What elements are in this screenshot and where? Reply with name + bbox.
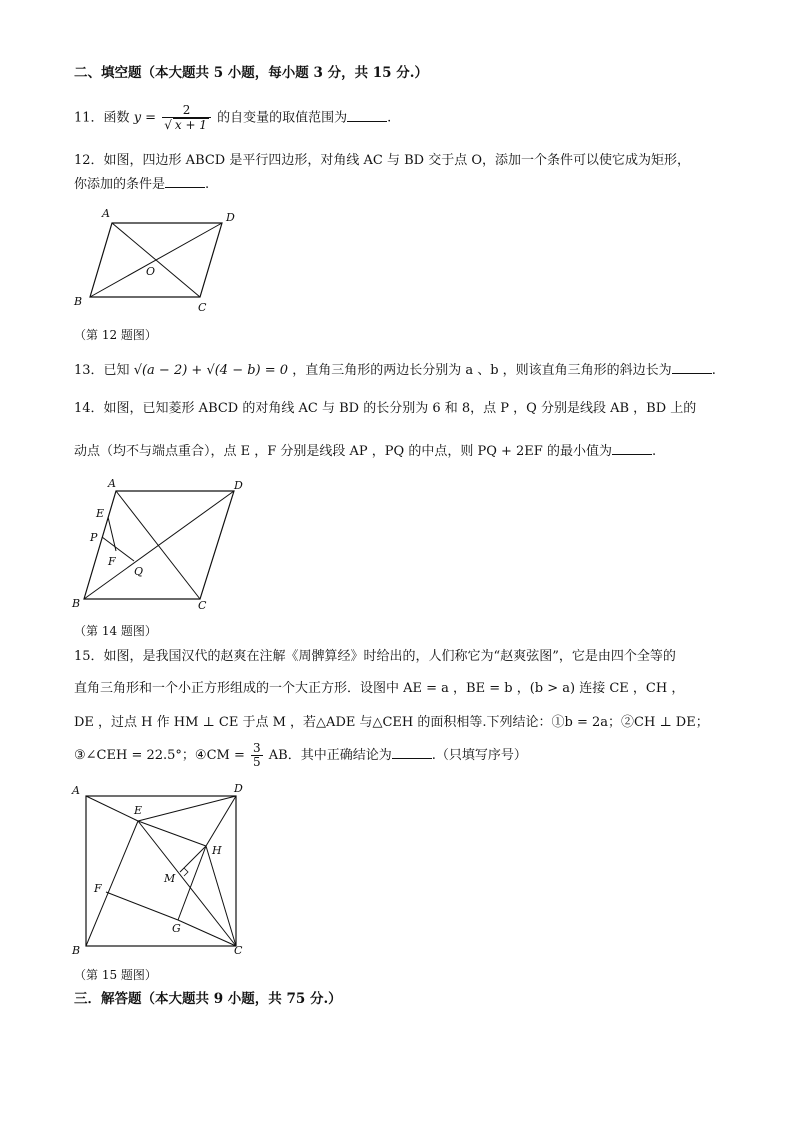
- q15-numerator: 3: [253, 741, 261, 755]
- section-3-title: 三．解答题（本大题共 9 小题，共 75 分.）: [74, 991, 342, 1007]
- fig15-label-b: B: [72, 944, 81, 957]
- q11-prefix: 11．函数: [74, 110, 130, 126]
- question-15-line1: 15．如图，是我国汉代的赵爽在注解《周髀算经》时给出的，人们称它为“赵爽弦图”，它是由四个全等的: [74, 649, 676, 664]
- fig14-label-c: C: [198, 599, 207, 612]
- fig14-label-p: P: [90, 531, 98, 544]
- q14-line2-text: 动点（均不与端点重合），点 E ，F 分别是线段 AP ，PQ 的中点，则 PQ + 2EF 的最小值为: [74, 444, 612, 459]
- figure-15: [70, 782, 260, 962]
- fig12-diagonal-bd: [90, 223, 222, 297]
- fig15-right-angle-mark: [184, 868, 188, 876]
- fig15-label-h: H: [212, 844, 222, 857]
- figure-12: [70, 205, 270, 315]
- figure-12-caption: （第 12 题图）: [74, 328, 157, 342]
- q12-line2-text: 你添加的条件是: [74, 177, 166, 192]
- question-13: [74, 361, 716, 380]
- q15-denominator: 5: [253, 755, 261, 769]
- fig14-segment-ef: [108, 517, 116, 551]
- fig12-label-a: A: [102, 207, 110, 220]
- fig14-label-a: A: [108, 477, 116, 490]
- fig15-label-f: F: [94, 882, 102, 895]
- fig15-line-dh: [206, 796, 236, 846]
- fig12-label-o: O: [146, 265, 156, 278]
- q12-end: .: [205, 177, 210, 192]
- q14-answer-blank[interactable]: [612, 442, 652, 455]
- q11-numerator: 2: [162, 104, 211, 118]
- question-12-line1: 12．如图，四边形 ABCD 是平行四边形，对角线 AC 与 BD 交于点 O，添加一个条件可以使它成为矩形，: [74, 153, 690, 168]
- fig15-line-hc: [206, 846, 236, 946]
- fig14-diagonal-bd: [84, 491, 234, 599]
- fig15-line-ae: [86, 796, 138, 821]
- q13-end: .: [711, 363, 716, 378]
- fig14-diagonal-ac: [116, 491, 200, 599]
- fig12-label-d: D: [226, 211, 235, 224]
- question-14-line1: 14．如图，已知菱形 ABCD 的对角线 AC 与 BD 的长分别为 6 和 8，点 P ，Q 分别是线段 AB ，BD 上的: [74, 401, 697, 416]
- fig15-line-hm: [180, 846, 206, 872]
- q13-suffix: ，直角三角形的两边长分别为 a 、b ，则该直角三角形的斜边长为: [292, 363, 672, 378]
- q11-y-eq: y =: [133, 110, 157, 126]
- fig15-line-ec: [138, 821, 236, 946]
- question-15-line2: 直角三角形和一个小正方形组成的一个大正方形．设图中 AE = a ，BE = b ，(b > a) 连接 CE ，CH ，: [74, 681, 685, 696]
- q13-answer-blank[interactable]: [672, 361, 712, 374]
- fig15-line-ed: [138, 796, 236, 821]
- fig15-label-c: C: [234, 944, 243, 957]
- q15-fraction: [251, 742, 263, 769]
- q11-answer-blank[interactable]: [347, 109, 387, 122]
- fig14-label-d: D: [234, 479, 243, 492]
- question-11: [74, 104, 391, 132]
- fig12-label-c: C: [198, 301, 207, 314]
- question-15-line4: [74, 742, 527, 769]
- q11-denominator: √ x + 1: [164, 118, 207, 132]
- q11-suffix: 的自变量的取值范围为: [217, 110, 348, 126]
- fig15-label-a: A: [72, 784, 80, 797]
- fig15-label-e: E: [134, 804, 143, 817]
- figure-14-caption: （第 14 题图）: [74, 624, 157, 638]
- figure-14: [70, 475, 270, 615]
- fig15-line-hg: [178, 846, 206, 920]
- q15-answer-blank[interactable]: [392, 746, 432, 759]
- fig14-label-b: B: [72, 597, 81, 610]
- fig15-label-g: G: [172, 922, 181, 935]
- q13-expression: √(a − 2) + √(4 − b) = 0: [133, 363, 289, 378]
- question-14-line2: [74, 442, 656, 461]
- fig14-label-q: Q: [134, 565, 144, 578]
- fig15-line-gc: [178, 920, 236, 946]
- q12-answer-blank[interactable]: [165, 175, 205, 188]
- q13-prefix: 13．已知: [74, 363, 130, 378]
- q14-end: .: [651, 444, 657, 459]
- q11-fraction: [162, 104, 211, 132]
- section-2-title: 二、填空题（本大题共 5 小题，每小题 3 分，共 15 分.）: [74, 65, 428, 81]
- fig14-segment-pq: [102, 537, 134, 561]
- figure-15-caption: （第 15 题图）: [74, 968, 157, 982]
- fig15-label-d: D: [234, 782, 243, 795]
- q11-radicand: x + 1: [174, 118, 207, 132]
- fig15-label-m: M: [164, 872, 176, 885]
- fig15-line-fg: [106, 892, 178, 920]
- question-12-line2: [74, 175, 209, 194]
- fig14-label-f: F: [108, 555, 116, 568]
- fig12-label-b: B: [74, 295, 83, 308]
- q15-line4-part-b: AB．其中正确结论为: [268, 748, 392, 763]
- q11-end: .: [387, 110, 392, 126]
- fig14-label-e: E: [96, 507, 105, 520]
- q15-line4-part-c: .（只填写序号）: [431, 748, 527, 763]
- q15-line4-part-a: ③∠CEH = 22.5°；④CM =: [74, 748, 245, 763]
- question-15-line3: DE ，过点 H 作 HM ⊥ CE 于点 M ，若△ADE 与△CEH 的面积相等.下列结论：①b = 2a；②CH ⊥ DE；: [74, 715, 709, 730]
